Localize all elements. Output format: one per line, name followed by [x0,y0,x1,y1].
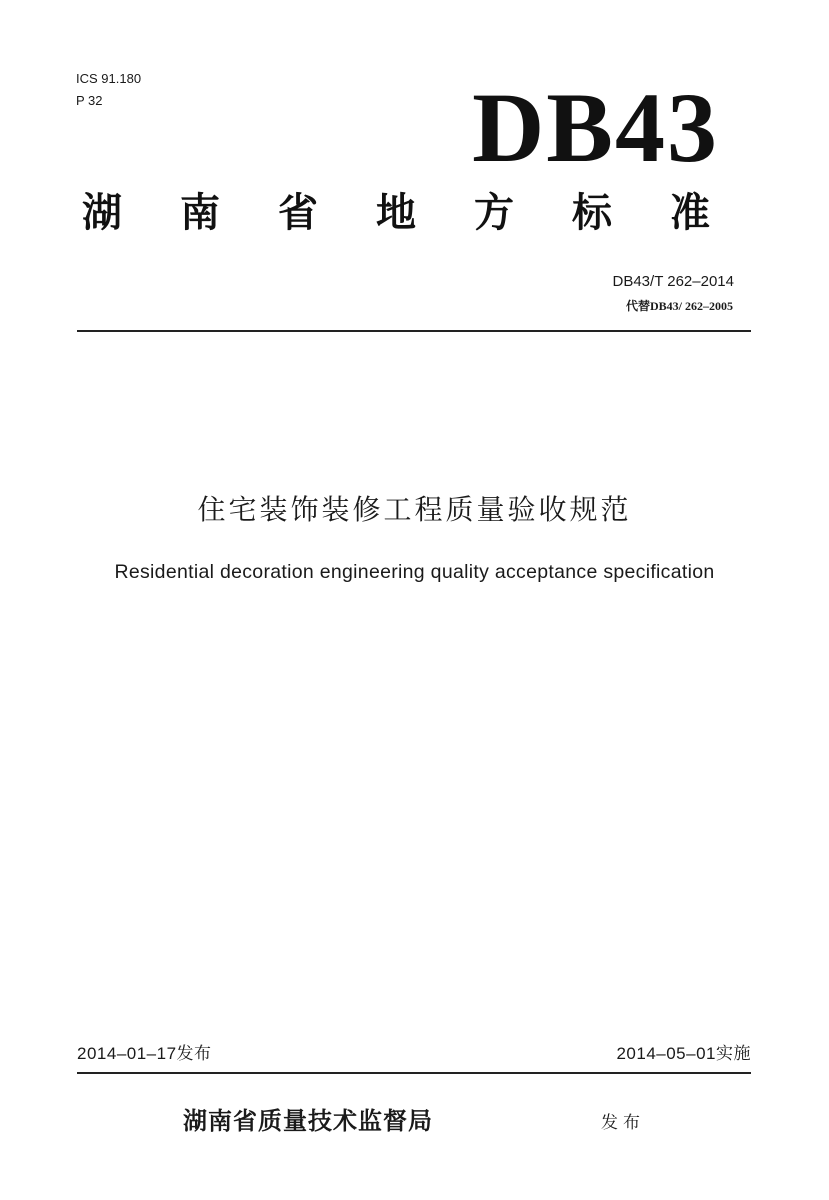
footer-divider [77,1072,751,1074]
issuing-authority: 湖南省质量技术监督局 [183,1107,433,1135]
issued-label: 发布 [601,1113,645,1133]
db-mark: DB43 [472,72,719,183]
ics-code: ICS 91.180 [76,71,142,86]
standard-type-heading: 湖南省地方标准 [82,190,768,236]
title-english: Residential decoration engineering quality acceptance specification [114,561,715,583]
classification-code: P 32 [76,93,103,108]
replaces-standard: 代替DB43/ 262–2005 [625,299,733,313]
publication-date: 2014–01–17发布 [77,1044,212,1063]
standard-number: DB43/T 262–2014 [612,273,734,290]
title-chinese: 住宅装饰装修工程质量验收规范 [197,493,632,526]
header-divider [77,330,751,332]
implementation-date: 2014–05–01实施 [616,1044,751,1063]
